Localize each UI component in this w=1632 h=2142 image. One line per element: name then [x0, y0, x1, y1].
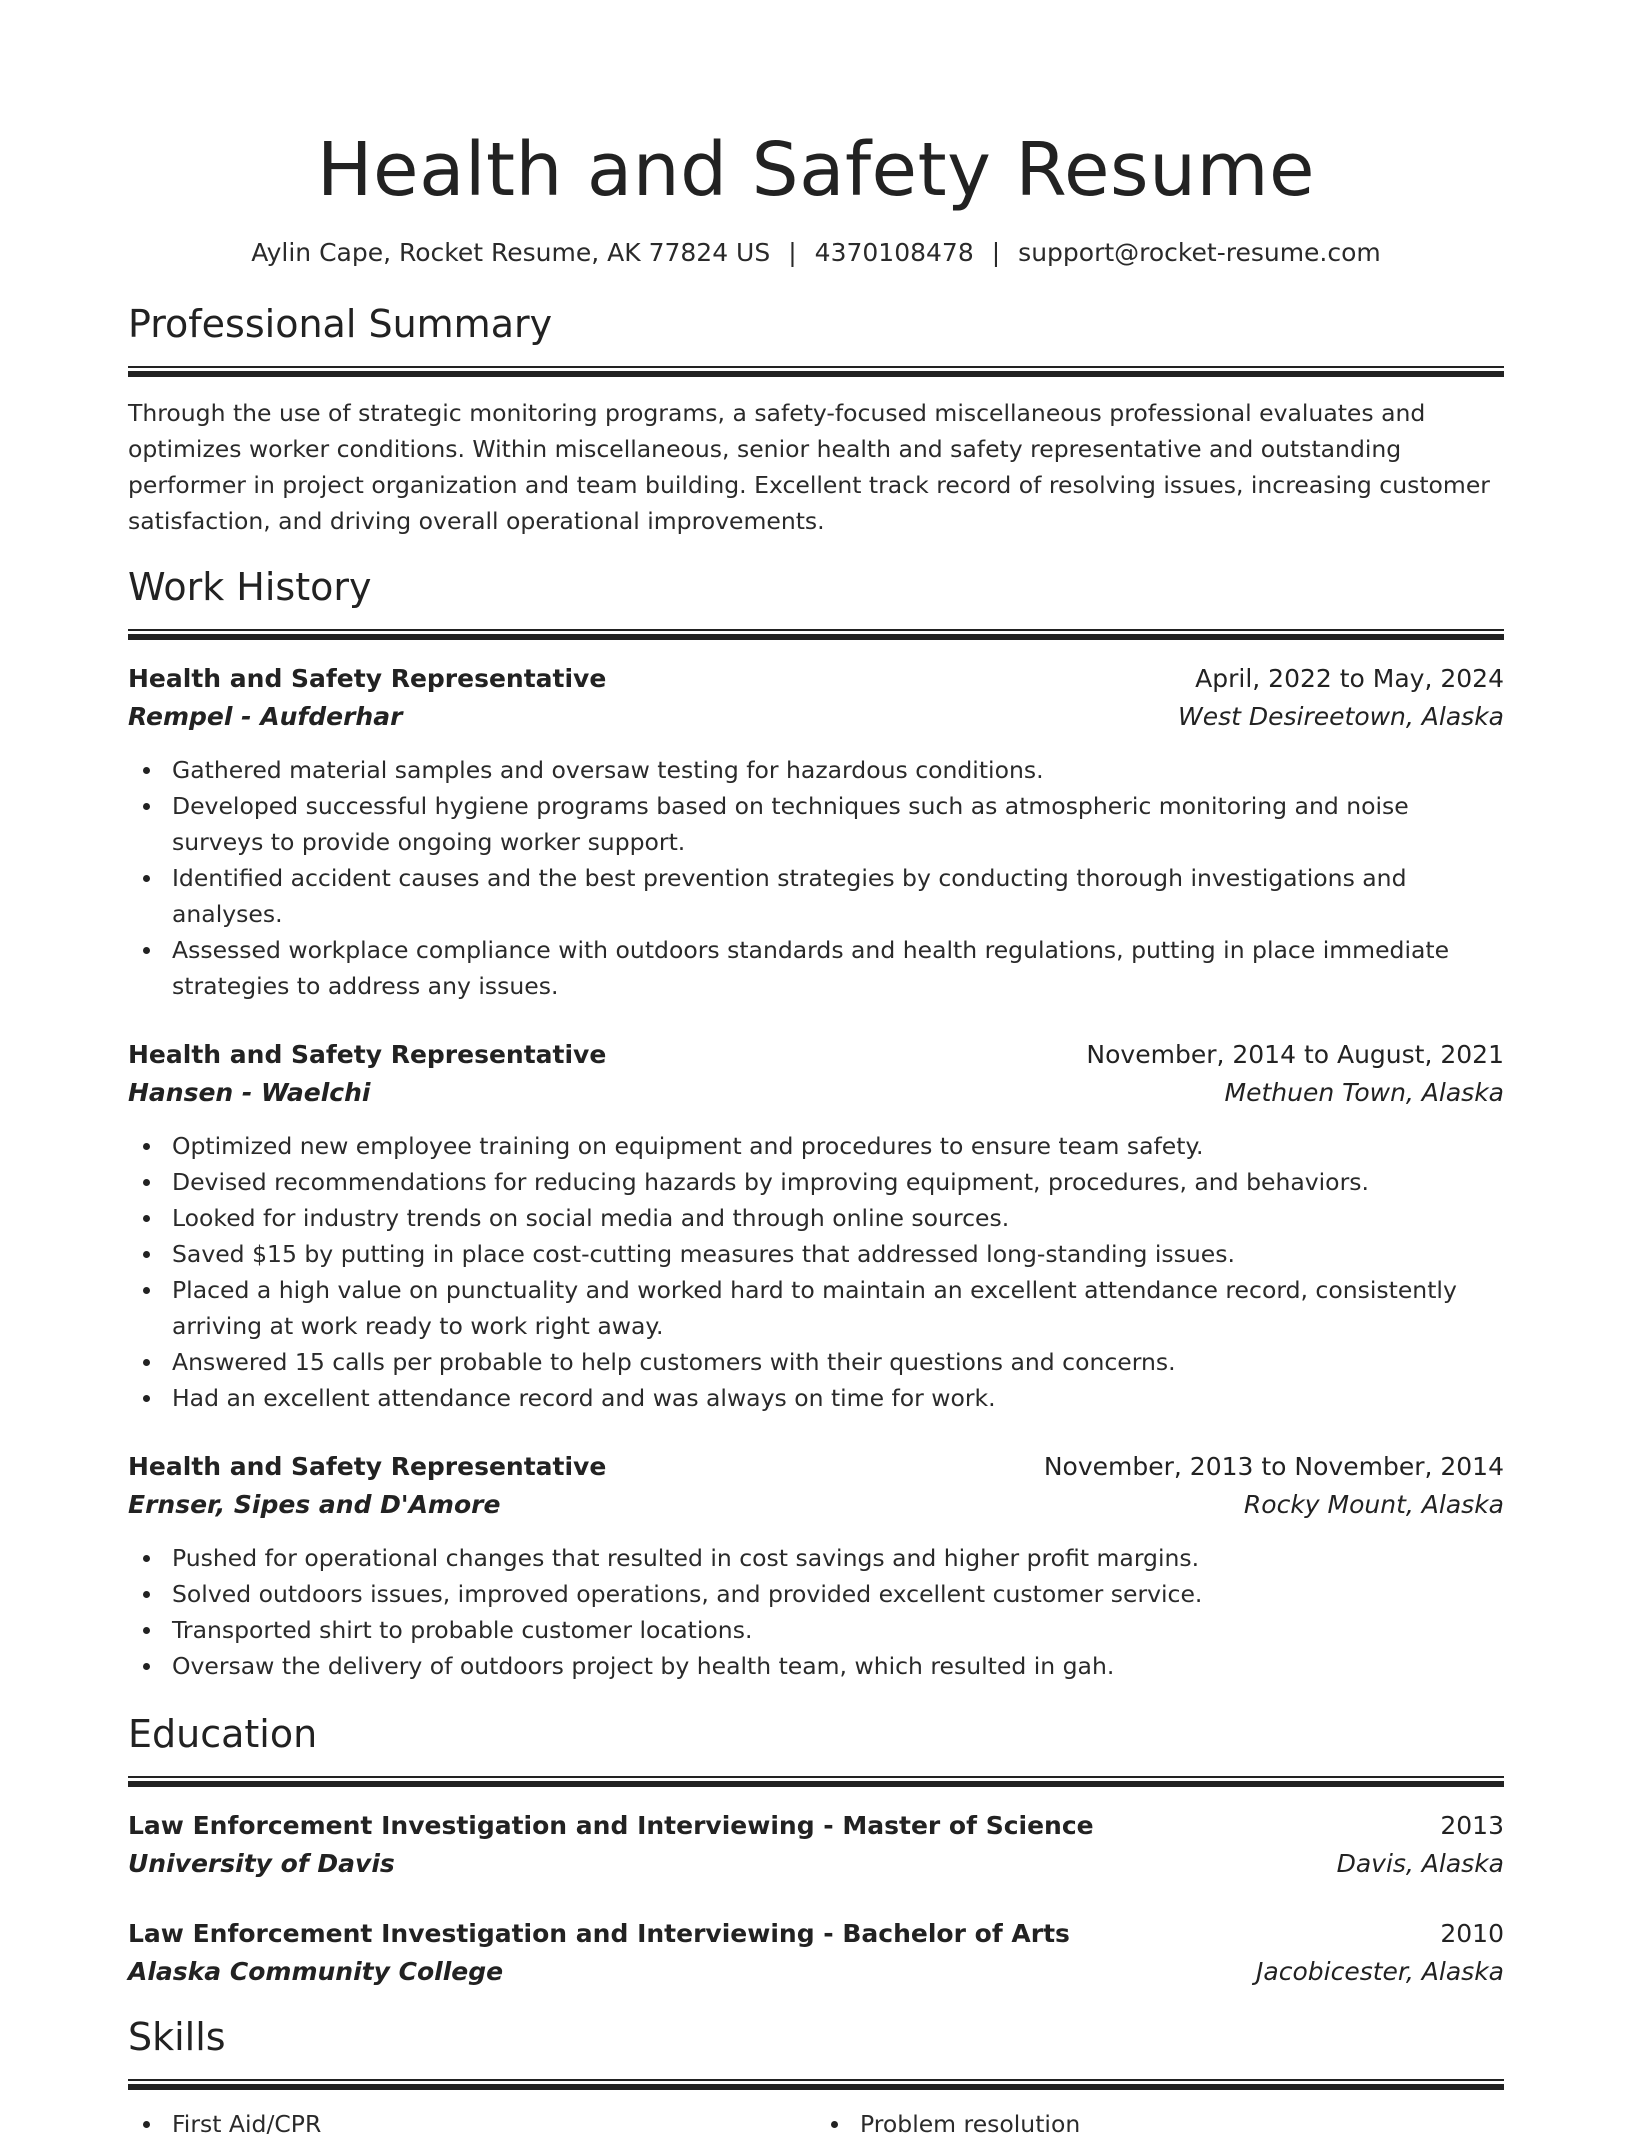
skills-list	[128, 2106, 1504, 2142]
graduation-year: 2010	[1440, 1919, 1504, 1948]
resume-title: Health and Safety Resume	[316, 127, 1316, 213]
section-divider	[128, 1776, 1504, 1787]
skill-item: Problem resolution	[816, 2106, 1504, 2142]
section-heading: Skills	[128, 2015, 226, 2059]
bullet-item: Placed a high value on punctuality and worked hard to maintain an excellent attendance record, consistently arriving at work ready to work right away.	[128, 1272, 1504, 1344]
job-bullets	[128, 1128, 1504, 1416]
bullet-item: Pushed for operational changes that resulted in cost savings and higher profit margins.	[128, 1540, 1504, 1576]
bullet-item: Optimized new employee training on equipment and procedures to ensure team safety.	[128, 1128, 1504, 1164]
job-dates: November, 2013 to November, 2014	[1043, 1452, 1504, 1481]
job-dates: April, 2022 to May, 2024	[1195, 664, 1504, 693]
bullet-item: Answered 15 calls per probable to help customers with their questions and concerns.	[128, 1344, 1504, 1380]
bullet-item: Developed successful hygiene programs based on techniques such as atmospheric monitoring and noise surveys to provide ongoing worker support.	[128, 788, 1504, 860]
education-entry	[128, 1915, 1504, 1991]
contact-address: Aylin Cape, Rocket Resume, AK 77824 US	[251, 238, 771, 267]
job-entry	[128, 660, 1504, 1004]
section-heading: Work History	[128, 565, 372, 609]
contact-email: support@rocket-resume.com	[1018, 238, 1381, 267]
school-location: Davis, Alaska	[1336, 1849, 1504, 1878]
section-divider	[128, 366, 1504, 377]
work-history-section	[128, 563, 1504, 1684]
job-location: Rocky Mount, Alaska	[1243, 1490, 1504, 1519]
section-divider	[128, 629, 1504, 640]
job-dates: November, 2014 to August, 2021	[1086, 1040, 1504, 1069]
job-location: West Desireetown, Alaska	[1178, 702, 1504, 731]
job-entry	[128, 1036, 1504, 1416]
summary-text: Through the use of strategic monitoring programs, a safety-focused miscellaneous professional evaluates and optimizes worker conditions. Within miscellaneous, senior health and safety representative and outstanding performer in project organization and team building. Excellent track record of resolving issues, increasing customer satisfaction, and driving overall operational improvements.	[128, 399, 1490, 535]
bullet-item: Gathered material samples and oversaw testing for hazardous conditions.	[128, 752, 1504, 788]
company-name: Hansen - Waelchi	[128, 1078, 371, 1107]
bullet-item: Transported shirt to probable customer locations.	[128, 1612, 1504, 1648]
school-name: Alaska Community College	[128, 1957, 504, 1986]
job-title: Health and Safety Representative	[128, 1452, 607, 1481]
bullet-item: Oversaw the delivery of outdoors project by health team, which resulted in gah.	[128, 1648, 1504, 1684]
contact-phone: 4370108478	[814, 238, 974, 267]
section-heading: Education	[128, 1712, 318, 1756]
bullet-item: Had an excellent attendance record and was always on time for work.	[128, 1380, 1504, 1416]
school-location: Jacobicester, Alaska	[1256, 1957, 1504, 1986]
job-title: Health and Safety Representative	[128, 1040, 607, 1069]
company-name: Rempel - Aufderhar	[128, 702, 403, 731]
contact-line	[128, 236, 1504, 270]
degree-title: Law Enforcement Investigation and Interviewing - Master of Science	[128, 1811, 1094, 1840]
school-name: University of Davis	[128, 1849, 395, 1878]
bullet-item: Saved $15 by putting in place cost-cutting measures that addressed long-standing issues.	[128, 1236, 1504, 1272]
skills-section	[128, 2013, 1504, 2142]
section-divider	[128, 2079, 1504, 2090]
skill-item: First Aid/CPR	[128, 2106, 816, 2142]
job-location: Methuen Town, Alaska	[1224, 1078, 1504, 1107]
job-title: Health and Safety Representative	[128, 664, 607, 693]
bullet-item: Solved outdoors issues, improved operations, and provided excellent customer service.	[128, 1576, 1504, 1612]
contact-separator: |	[788, 238, 797, 267]
bullet-item: Looked for industry trends on social media and through online sources.	[128, 1200, 1504, 1236]
section-heading: Professional Summary	[128, 302, 553, 346]
professional-summary-section	[128, 300, 1504, 539]
job-bullets	[128, 1540, 1504, 1684]
job-bullets	[128, 752, 1504, 1004]
job-entry	[128, 1448, 1504, 1684]
education-entry	[128, 1807, 1504, 1883]
bullet-item: Identified accident causes and the best prevention strategies by conducting thorough investigations and analyses.	[128, 860, 1504, 932]
degree-title: Law Enforcement Investigation and Interviewing - Bachelor of Arts	[128, 1919, 1070, 1948]
company-name: Ernser, Sipes and D'Amore	[128, 1490, 501, 1519]
graduation-year: 2013	[1440, 1811, 1504, 1840]
bullet-item: Assessed workplace compliance with outdoors standards and health regulations, putting in place immediate strategies to address any issues.	[128, 932, 1504, 1004]
education-section	[128, 1710, 1504, 1991]
contact-separator: |	[991, 238, 1001, 267]
bullet-item: Devised recommendations for reducing hazards by improving equipment, procedures, and behaviors.	[128, 1164, 1504, 1200]
